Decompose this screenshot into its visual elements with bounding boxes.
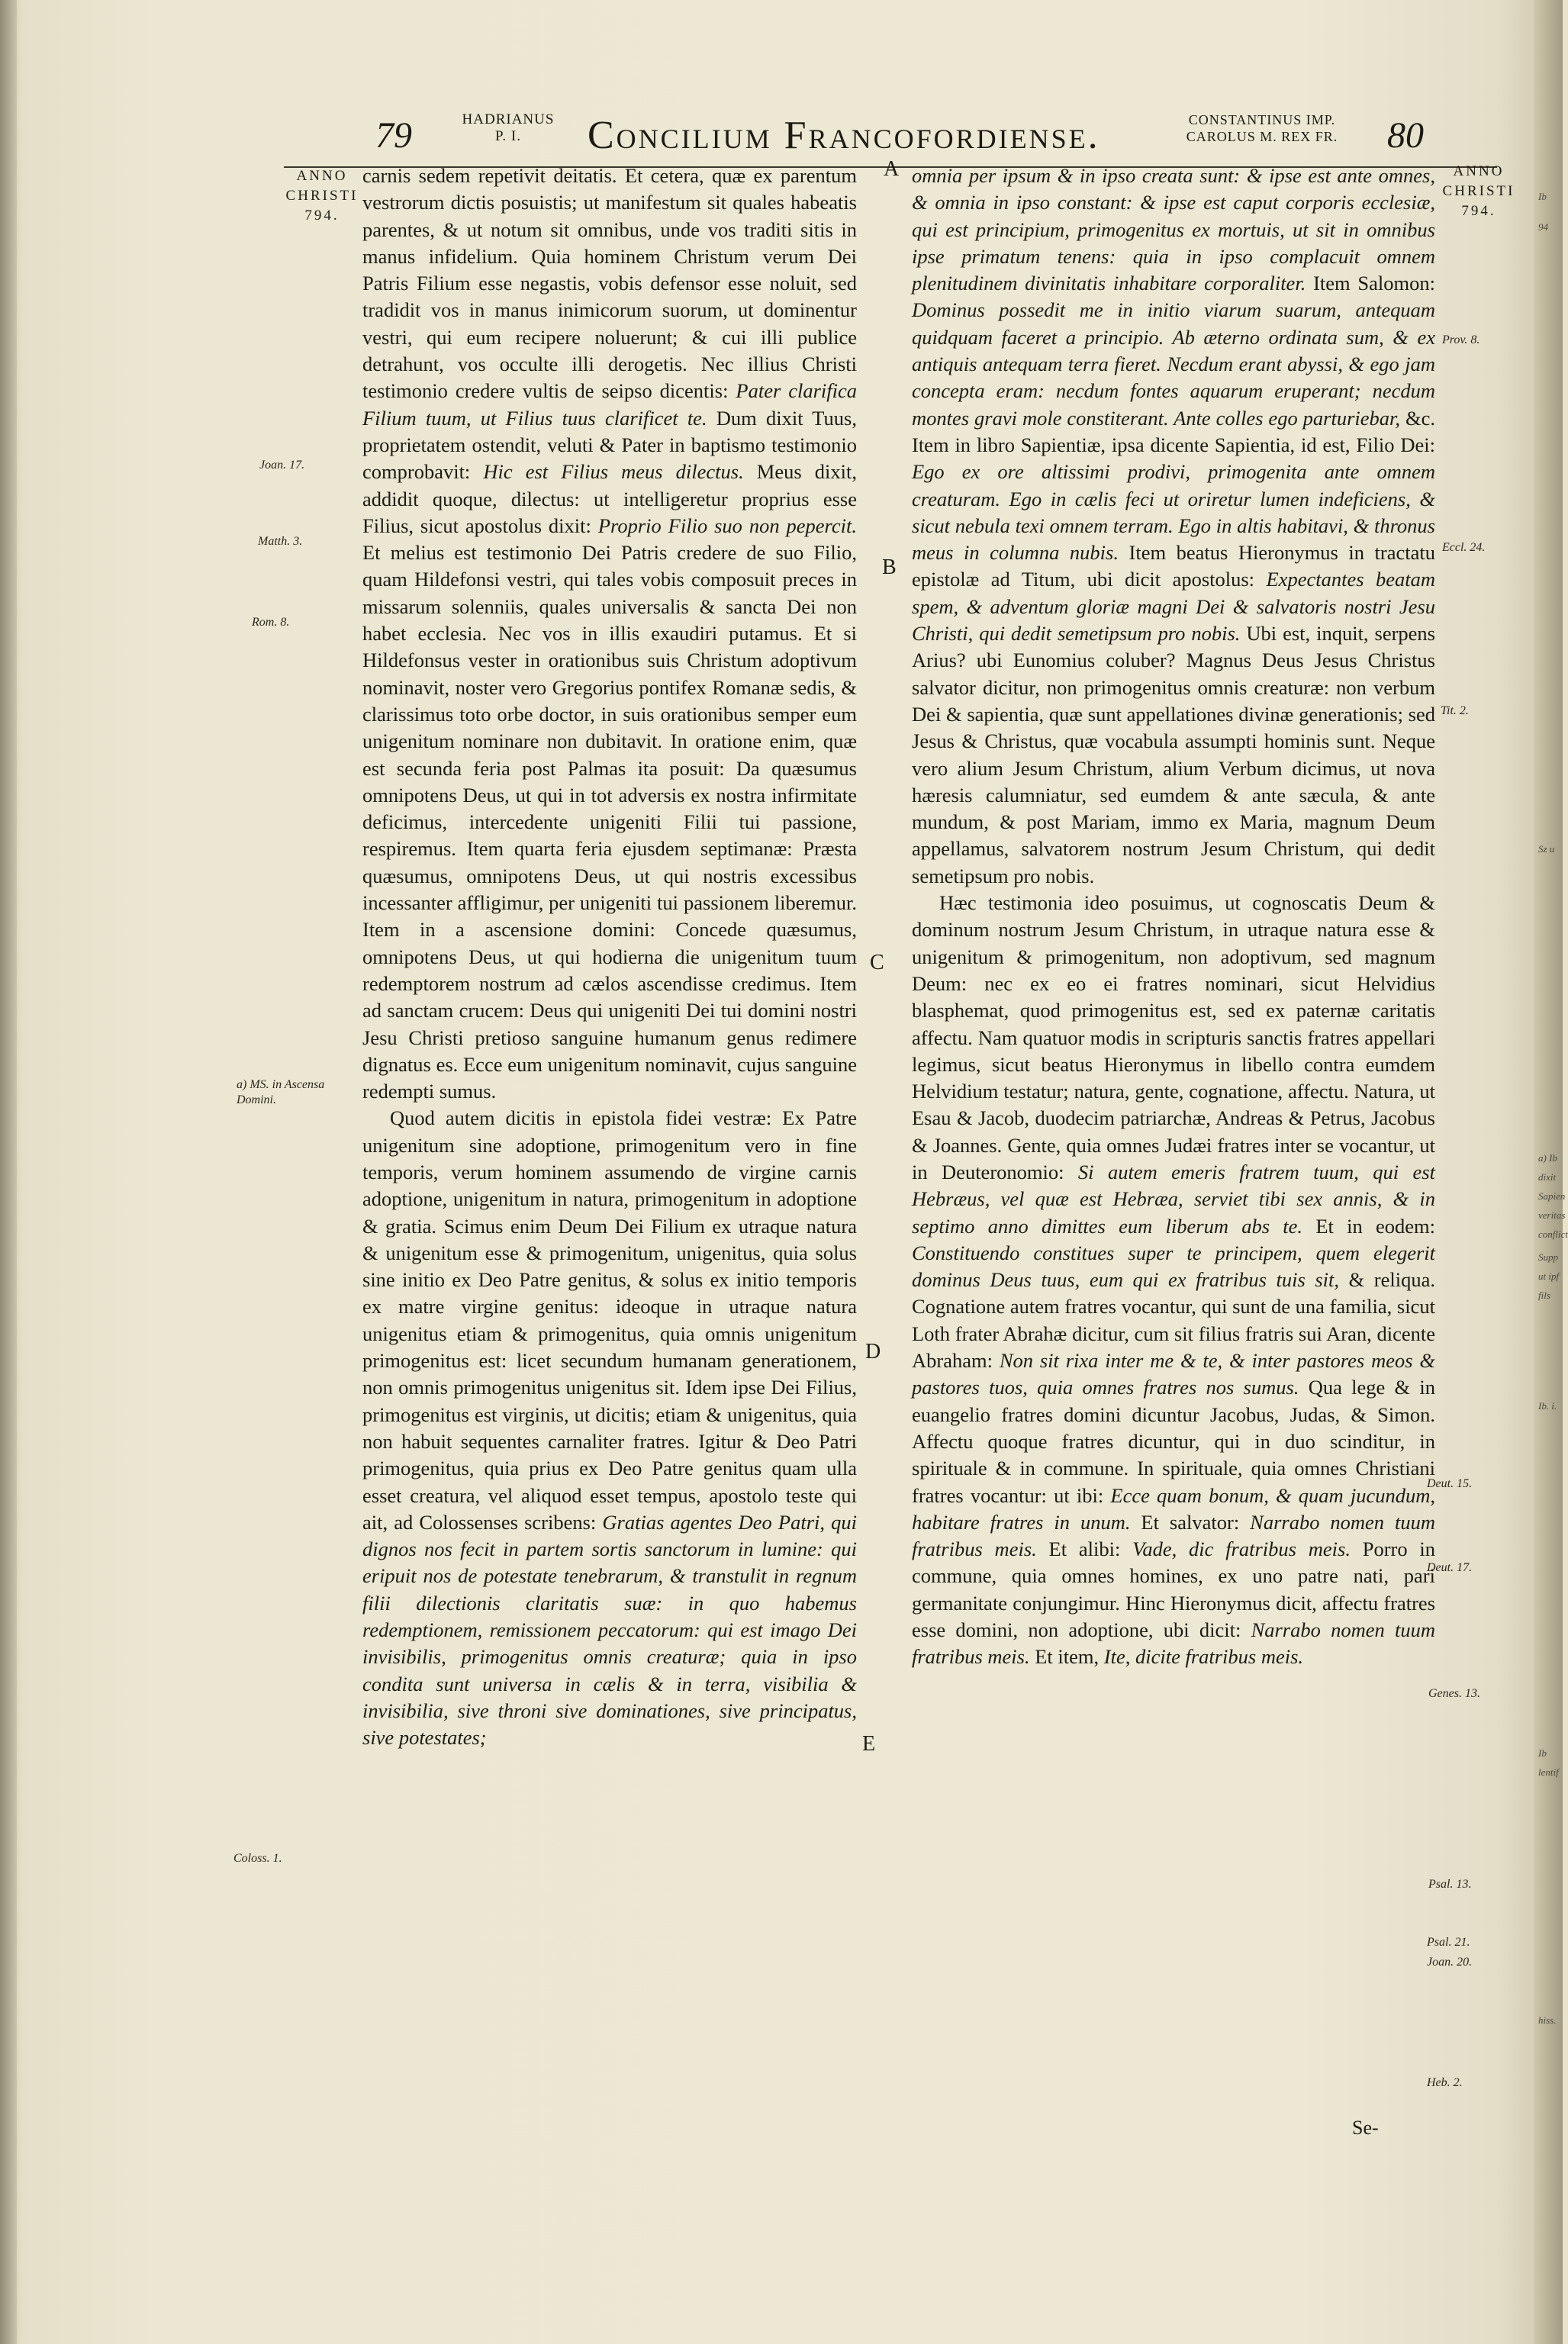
section-letter: A [884,157,900,181]
ghost-text: ut ipf [1538,1270,1560,1282]
scripture-quote: Ite, dicite fratribus meis. [1103,1645,1304,1669]
margin-note-manuscript: a) MS. in Ascensa Domini. [237,1078,325,1106]
body-text: Et salvator: [1130,1510,1251,1534]
section-letter: C [870,951,884,974]
header-right-label-line: CONSTANTINUS IMP. [1188,112,1336,127]
ghost-text: Ib [1538,1747,1547,1759]
scripture-quote: Gratias agentes Deo Patri, qui dignos nos fecit in partem sortis sanctorum in lumine: qui eripuit nos de potestate tenebrarum, & transtulit in regnum filii dilectionis claritatis suæ: in quo habemus redemptionem, remissionem peccatorum: qui est imago Dei invisibilis, primogenitus omnis creaturæ; quia in ipso condita sunt universa in cælis & in terra, visibilia & invisibilia, sive throni sive dominationes, sive principatus, sive potestates; [362,1510,857,1750]
anno-label: CHRISTI [1442,183,1515,199]
anno-year: 794. [1461,203,1496,219]
ghost-text: lentif [1538,1766,1559,1778]
margin-ref: Genes. 13. [1428,1687,1480,1700]
body-text: Porro in commune, quia omnes homines, ex uno patre nati, pari germanitate conjungimur. Hinc Hieronymus dicit, affectu fratres esse domini, non adoptione, ubi dicit: [912,1537,1436,1642]
header-left-label-line: HADRIANUS [462,111,555,127]
paragraph [362,1105,857,1751]
margin-ref: Heb. 2. [1427,2076,1463,2089]
header-right-label-line: CAROLUS M. REX FR. [1186,129,1338,144]
body-text: Meus dixit, addidit quoque, dilectus: ut intelligeretur proprius esse Filius, sicut apostolus dixit: [362,460,857,537]
anno-left [284,166,360,226]
body-text: Dum dixit Tuus, proprietatem ostendit, veluti & Pater in baptismo testimonio comprobavit: [362,406,858,484]
ghost-text: dixit [1538,1171,1557,1183]
margin-ref: Deut. 17. [1427,1561,1473,1574]
margin-ref: Tit. 2. [1441,704,1469,717]
ghost-text: Ib. i. [1538,1400,1557,1412]
ghost-text: Sapien [1538,1190,1566,1202]
scripture-quote: Si autem emeris fratrem tuum, qui est Hebræus, vel quæ est Hebræa, serviet tibi sex annis, & in septimo anno dimittes eum liberum abs te. [912,1160,1435,1238]
anno-label: ANNO [1453,163,1505,179]
body-text: Item beatus Hieronymus in tractatu epistolæ ad Titum, ubi dicit apostolus: [912,541,1435,591]
ghost-text: hiss. [1538,2014,1557,2026]
scripture-quote: omnia per ipsum & in ipso creata sunt: & ipse est ante omnes, & omnia in ipso constant: & ipse est caput corporis ecclesiæ, qui est principium, primogenitus ex mortuis, ut sit in omnibus ipse primatum tenens: quia in ipso complacuit omnem plenitudinem divinitatis inhabitare corporaliter. [912,164,1435,295]
ghost-text: Supp [1538,1251,1558,1263]
paragraph [362,163,857,1105]
body-text: Quod autem dicitis in epistola fidei vestræ: Ex Patre unigenitum sine adoptione, primogenitum vero in fine temporis, verum hominem assumendo de virgine carnis adoptione, unigenitum in natura, primogenitum in adoptione & gratia. Scimus enim Deum Dei Filium ex utraque natura & unigenitum esse & primogenitum, unigenitus, quia solus sine initio ex Deo Patre genitus, & solus ex initio temporis ex matre virgine genitus: ideoque in utraque natura unigenitus etiam & primogenitus, quia omnis unigenitum primogenitus est: licet secundum humanam generationem, non omnis primogenitus unigenitus sit. Idem ipse Dei Filius, primogenitus est virginis, ut dicitis; etiam & unigenitus, quia non habuit sequentes carnaliter fratres. Igitur & Deo Patri primogenitus, quia prius ex Deo Patre genitus quam ulla esset creatura, vel aliquod esset tempus, apostolo teste qui ait, ad Colossenses scribens: [362,1106,857,1534]
ghost-text: veritas [1538,1209,1566,1221]
margin-ref: Psal. 13. [1428,1878,1472,1891]
body-text: Et alibi: [1036,1537,1133,1561]
text-column-right [912,163,1435,1671]
section-letter: D [865,1340,881,1364]
scripture-quote: Dominus possedit me in initio viarum suarum, antequam quidquam faceret a principio. Ab æterno ordinata sum, & ex antiquis antequam terra fieret. Necdum erant abyssi, & ego jam concepta eram: necdum fontes aquarum eruperant; necdum montes gravi mole constiterant. Ante colles ego parturiebar, [912,298,1435,430]
scripture-quote: Constituendo constitues super te principem, quem elegerit dominus Deus tuus, eum qui ex fratribus tuis sit, [912,1241,1435,1292]
scripture-quote: Narrabo nomen tuum fratribus meis. [912,1618,1436,1669]
scripture-quote: Pater clarifica Filium tuum, ut Filius tuus clarificet te. [362,379,857,430]
body-text: Qua lege & in euangelio fratres domini dicuntur Jacobus, Judas, & Simon. Affectu quoque fratres dicuntur, qui in duo scinditur, in spirituale & in commune. In spirituale, quia omnes Christiani fratres vocantur: ut ibi: [912,1376,1435,1507]
header-right-label [1178,111,1346,145]
ghost-text: 94 [1538,221,1548,233]
scripture-quote: Narrabo nomen tuum fratribus meis. [912,1510,1435,1561]
paragraph [912,163,1435,890]
body-text: & reliqua. Cognatione autem fratres vocantur, qui sunt de una familia, sicut Loth frater Abrahæ dicitur, cum sit filius fratris sui Aran, dicente Abraham: [912,1268,1435,1373]
margin-ref: Eccl. 24. [1442,541,1486,554]
margin-ref: Rom. 8. [252,616,290,629]
scripture-quote: Ecce quam bonum, & quam jucundum, habitare fratres in unum. [912,1483,1436,1534]
scripture-quote: Ego ex ore altissimi prodivi, primogenita ante omnem creaturam. Ego in cælis feci ut oriretur lumen indeficiens, & sicut nebula texi omnem terram. Ego in altis habitavi, & thronus meus in columna nubis. [912,460,1435,565]
scripture-quote: Non sit rixa inter me & te, & inter pastores meos & pastores tuos, quia omnes fratres nos sumus. [912,1349,1436,1399]
page-number-left: 79 [375,115,412,156]
body-text: Hæc testimonia ideo posuimus, ut cognoscatis Deum & dominum nostrum Jesum Christum, in utraque natura esse & unigenitum & primogenitum, non adoptivum, sed magnum Deum: nec ex eo ei fratres nominari, sicut Helvidius blasphemat, quod primogenitus est, sed ex paternæ caritatis affectu. Nam quatuor modis in scripturis sanctis fratres appellari legimus, sicut beatus Hieronymus in libello contra eumdem Helvidium testatur; natura, gente, cognatione, affectu. Natura, ut Esau & Jacob, duodecim patriarchæ, Andreas & Petrus, Jacobus & Joannes. Gente, quia omnes Judæi fratres inter se vocantur, ut in Deuteronomio: [912,891,1435,1183]
scripture-quote: Proprio Filio suo non pepercit. [597,514,857,537]
anno-right [1441,162,1517,221]
margin-ref: Prov. 8. [1442,333,1480,346]
margin-ref: Matth. 3. [258,535,303,548]
margin-ref: Joan. 17. [259,459,305,472]
body-text: carnis sedem repetivit deitatis. Et cetera, quæ ex parentum vestrorum dictis posuistis; ut manifestum sit quales habeatis parentes, & ut notum sit omnibus, unde vos traditi sitis in manus infidelium. Quia hominem Christum verum Dei Patris Filium esse negastis, vobis defensor esse noluit, sed tradidit vos in manus inimicorum suorum, ut dominentur vestri, qui eum recipere noluerunt; & cui illi publice detrahunt, vos occulte illi derogetis. Nec illius Christi testimonio credere vultis de seipso dicentis: [362,164,857,403]
anno-label: CHRISTI [285,188,359,204]
catchword: Se- [1352,2117,1379,2139]
section-letter: B [882,555,897,579]
ghost-text: a) Ib [1538,1152,1557,1164]
body-text: Et in eodem: [1302,1214,1435,1238]
body-text: Et item, [1029,1645,1104,1669]
scripture-quote: Expectantes beatam spem, & adventum gloriæ magni Dei & salvatoris nostri Jesu Christi, qui dedit semetipsum pro nobis. [912,568,1435,646]
body-text: &c. Item in libro Sapientiæ, ipsa dicente Sapientia, id est, Filio Dei: [912,406,1435,456]
text-column-left [362,163,857,1752]
body-text: Ubi est, inquit, serpens Arius? ubi Eunomius coluber? Magnus Deus Jesus Christus salvator dicitur, non primogenitus omnis creaturæ: non verbum Dei & sapientia, quæ sunt appellationes divinæ generationis; sed Jesus & Christus, quæ vocabula assumpti hominis sunt. Neque vero alium Jesum Christum, alium Verbum dicimus, ut nova hæresis calumniatur, sed eumdem & ante sæcula, & ante mundum, & post Mariam, immo ex Maria, magnum Deum appellamus, salvatorem nostrum Jesum Christum, qui dedit semetipsum pro nobis. [912,622,1435,887]
margin-ref: Joan. 20. [1427,1956,1473,1969]
paragraph [912,890,1435,1671]
scripture-quote: Vade, dic fratribus meis. [1132,1537,1351,1561]
header-left-label-line: P. I. [494,128,522,144]
anno-year: 794. [304,208,340,224]
anno-label: ANNO [296,168,348,184]
ghost-text: Sz u [1538,843,1555,855]
ghost-text: conflict [1538,1228,1568,1240]
body-text: Item Salomon: [1306,272,1436,295]
body-text: Et melius est testimonio Dei Patris credere de suo Filio, quam Hildefonsi vestri, qui tales vobis composuit preces in missarum solenniis, quales universalis & sancta Dei non habet ecclesia. Nec vos in illis exaudiri putamus. Et si Hildefonsus vester in orationibus suis Christum adoptivum nominavit, noster vero Gregorius pontifex Romanæ sedis, & clarissimus toto orbe doctor, in suis orationibus semper eum unigenitum nominare non dubitavit. In oratione enim, quæ est secunda feria post Palmas ita posuit: Da quæsumus omnipotens Deus, ut qui in tot adversis ex nostra infirmitate deficimus, intercedente unigeniti Filii tui passione, respiremus. Item quarta feria ejusdem septimanæ: Præsta quæsumus, omnipotens Deus, ut qui nostris excessibus incessanter affligimur, per unigeniti tui passionem liberemur. Item in a ascensione domini: Concede quæsumus, omnipotens Deus, ut qui hodierna die unigenitum tuum redemptorem nostrum ad cælos ascendisse credimus. Item ad sanctam crucem: Deus qui unigeniti Dei tui domini nostri Jesu Christi pretioso sanguine humanum genus redimere dignatus es. Ecce eum unigenitum nominavit, cujus sanguine redempti sumus. [362,541,857,1103]
section-letter: E [862,1732,876,1756]
book-binding [0,0,17,2344]
margin-ref: Deut. 15. [1427,1477,1473,1490]
margin-ref: Coloss. 1. [233,1852,282,1865]
scripture-quote: Hic est Filius meus dilectus. [483,460,744,484]
page-number-right: 80 [1387,115,1424,156]
ghost-text: Ib [1538,191,1547,202]
ghost-text: fils [1538,1290,1550,1301]
header-left-label [455,111,562,145]
margin-ref: Psal. 21. [1427,1936,1470,1949]
page-title: Concilium Francofordiense. [588,114,1100,157]
